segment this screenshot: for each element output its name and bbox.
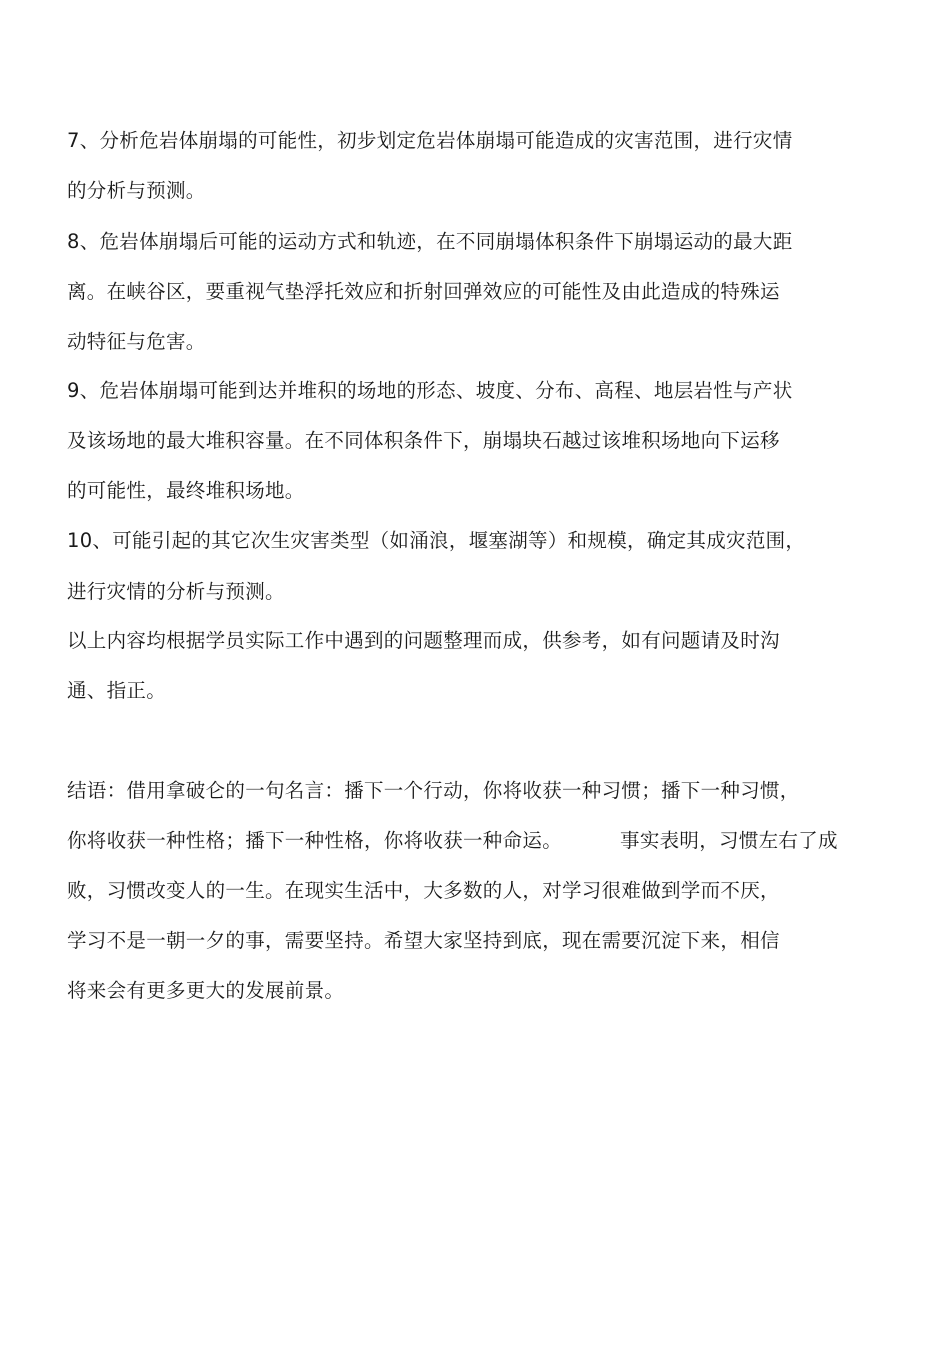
disclaimer-line-1: 以上内容均根据学员实际工作中遇到的问题整理而成，供参考，如有问题请及时沟 [67,629,780,652]
conclusion-line-1: 结语：借用拿破仑的一句名言：播下一个行动，你将收获一种习惯；播下一种习惯， [67,779,800,802]
item-8-line-2: 离。在峡谷区，要重视气垫浮托效应和折射回弹效应的可能性及由此造成的特殊运 [67,280,780,303]
item-8-line-1: 8、危岩体崩塌后可能的运动方式和轨迹，在不同崩塌体积条件下崩塌运动的最大距 [67,230,793,253]
item-9-line-2: 及该场地的最大堆积容量。在不同体积条件下，崩塌块石越过该堆积场地向下运移 [67,429,780,452]
disclaimer-line-2: 通、指正。 [67,679,167,702]
item-9-line-3: 的可能性，最终堆积场地。 [67,479,305,502]
item-7-line-1: 7、分析危岩体崩塌的可能性，初步划定危岩体崩塌可能造成的灾害范围，进行灾情 [67,129,793,152]
conclusion-line-3: 败，习惯改变人的一生。在现实生活中，大多数的人，对学习很难做到学而不厌， [67,879,780,902]
item-7-line-2: 的分析与预测。 [67,179,206,202]
item-10-line-1: 10、可能引起的其它次生灾害类型（如涌浪，堰塞湖等）和规模，确定其成灾范围， [67,529,806,552]
conclusion-line-5: 将来会有更多更大的发展前景。 [67,979,345,1002]
item-8-line-3: 动特征与危害。 [67,330,206,353]
item-9-line-1: 9、危岩体崩塌可能到达并堆积的场地的形态、坡度、分布、高程、地层岩性与产状 [67,379,793,402]
conclusion-line-4: 学习不是一朝一夕的事，需要坚持。希望大家坚持到底，现在需要沉淀下来，相信 [67,929,780,952]
conclusion-line-2-part-1: 你将收获一种性格；播下一种性格，你将收获一种命运。 [67,829,563,852]
item-10-line-2: 进行灾情的分析与预测。 [67,580,285,603]
conclusion-line-2-part-2: 事实表明，习惯左右了成 [620,829,838,852]
conclusion-line-2 [67,829,838,853]
